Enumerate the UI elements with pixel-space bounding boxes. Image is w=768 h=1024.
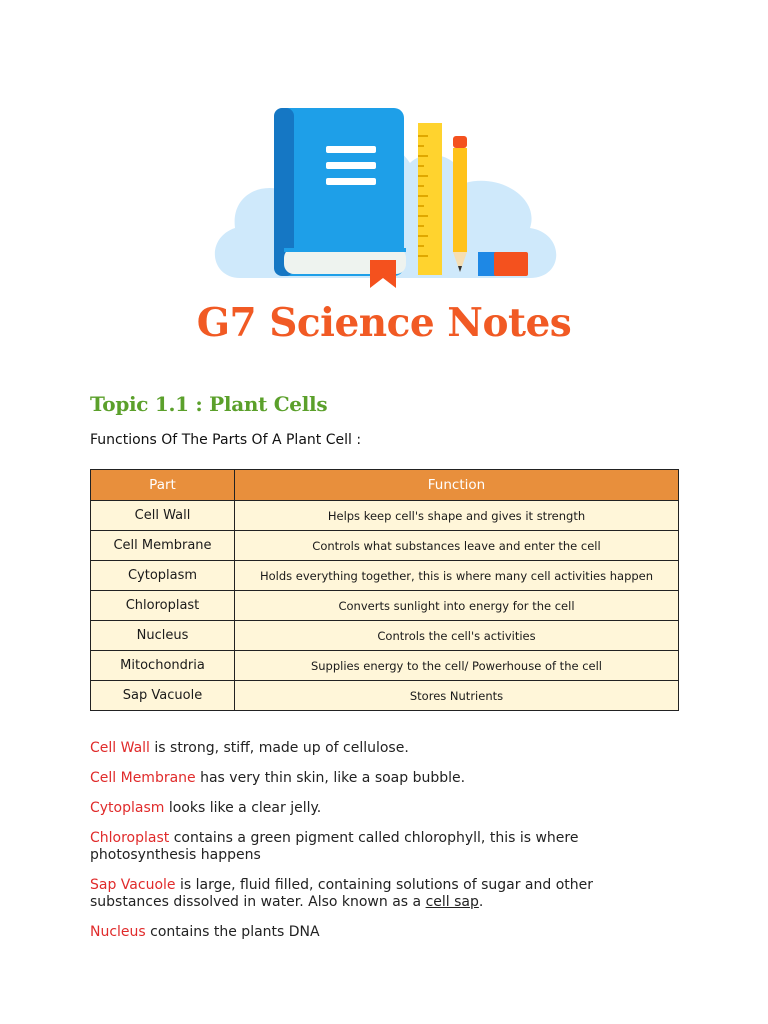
function-cell: Controls what substances leave and enter the cell [235, 531, 679, 561]
function-cell: Helps keep cell's shape and gives it strength [235, 501, 679, 531]
note-term: Chloroplast [90, 830, 170, 846]
note-text: is large, fluid filled, containing solutions of sugar and other substances dissolved in water. Also known as a [90, 877, 594, 910]
part-cell: Nucleus [91, 621, 235, 651]
page-title: G7 Science Notes [196, 300, 572, 346]
note-term: Cell Wall [90, 740, 150, 756]
function-cell: Controls the cell's activities [235, 621, 679, 651]
table-row [91, 621, 679, 651]
table-header-row [91, 470, 679, 501]
note-paragraph [90, 770, 650, 787]
note-term: Sap Vacuole [90, 877, 176, 893]
note-paragraph [90, 740, 650, 757]
note-paragraph [90, 830, 650, 864]
bookmark-icon [370, 260, 396, 288]
function-cell: Stores Nutrients [235, 681, 679, 711]
table-row [91, 501, 679, 531]
table-row [91, 531, 679, 561]
note-text: contains the plants DNA [145, 924, 320, 940]
eraser-icon [478, 252, 528, 276]
pencil-icon [453, 136, 467, 272]
part-cell: Cell Membrane [91, 531, 235, 561]
note-tail: . [478, 894, 484, 910]
part-cell: Chloroplast [91, 591, 235, 621]
table-row [91, 561, 679, 591]
table-row [91, 681, 679, 711]
ruler-icon [418, 123, 442, 275]
note-paragraph [90, 877, 650, 911]
note-term: Cytoplasm [90, 800, 165, 816]
header-function: Function [235, 470, 679, 501]
part-cell: Sap Vacuole [91, 681, 235, 711]
note-term: Nucleus [90, 924, 146, 940]
function-cell: Converts sunlight into energy for the cell [235, 591, 679, 621]
plant-cell-table [90, 469, 679, 711]
note-text: has very thin skin, like a soap bubble. [195, 770, 466, 786]
function-cell: Holds everything together, this is where many cell activities happen [235, 561, 679, 591]
part-cell: Mitochondria [91, 651, 235, 681]
topic-heading: Topic 1.1 : Plant Cells [90, 392, 328, 416]
part-cell: Cytoplasm [91, 561, 235, 591]
book-icon [274, 108, 406, 276]
note-text: looks like a clear jelly. [164, 800, 322, 816]
underlined-term: cell sap [425, 894, 479, 910]
header-part: Part [91, 470, 235, 501]
part-cell: Cell Wall [91, 501, 235, 531]
note-term: Cell Membrane [90, 770, 196, 786]
notes-section [90, 740, 650, 954]
function-cell: Supplies energy to the cell/ Powerhouse of the cell [235, 651, 679, 681]
header-illustration [200, 78, 570, 293]
table-row [91, 651, 679, 681]
table-row [91, 591, 679, 621]
note-text: contains a green pigment called chlorophyll, this is where photosynthesis happens [90, 830, 579, 863]
table-caption: Functions Of The Parts Of A Plant Cell : [90, 432, 362, 448]
note-paragraph [90, 924, 650, 941]
note-text: is strong, stiff, made up of cellulose. [149, 740, 409, 756]
note-paragraph [90, 800, 650, 817]
